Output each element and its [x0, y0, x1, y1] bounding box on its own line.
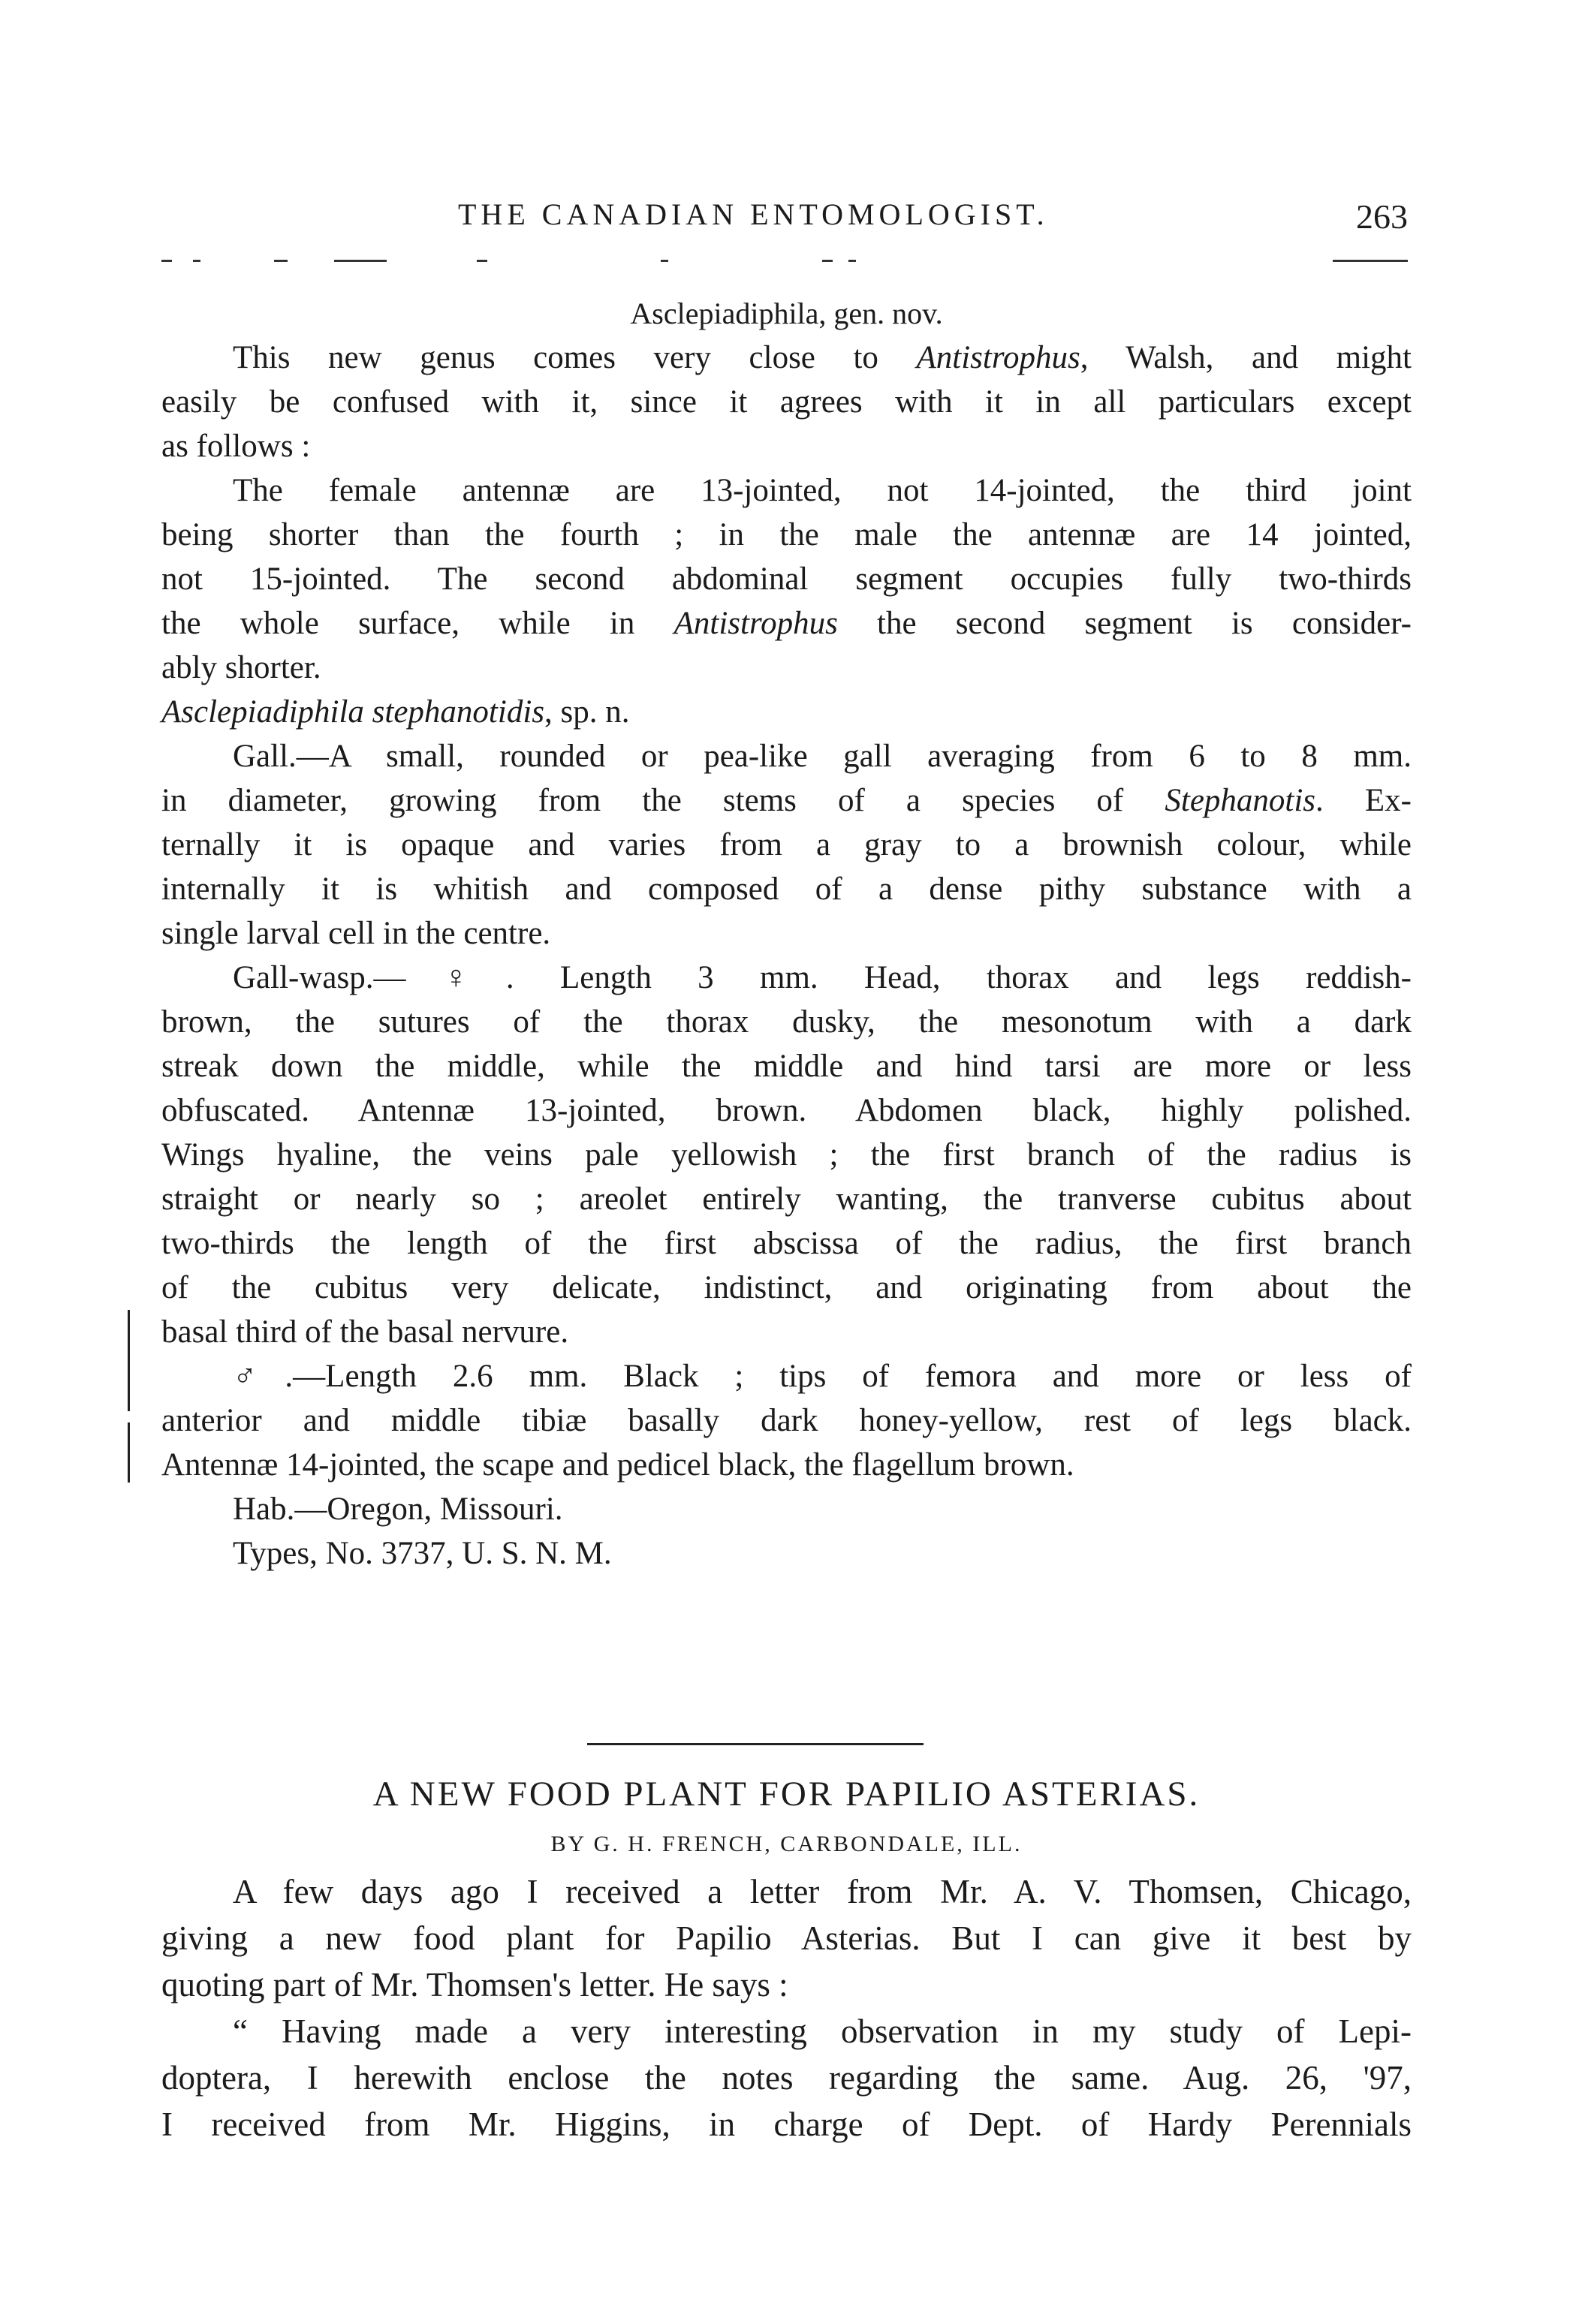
gall-line: single larval cell in the centre.	[161, 916, 551, 951]
female-line: brown, the sutures of the thorax dusky, the mesonotum with a dark	[161, 1004, 1412, 1040]
header-rule	[161, 260, 1408, 264]
page-header	[161, 197, 1408, 242]
article-line: giving a new food plant for Papilio Asterias. But I can give it best by	[161, 1919, 1412, 1957]
margin-mark	[128, 1422, 130, 1483]
article-body	[161, 1868, 1412, 2148]
page-number: 263	[1356, 197, 1408, 236]
female-line: straight or nearly so ; areolet entirely wanting, the tranverse cubitus about	[161, 1182, 1412, 1217]
female-line: of the cubitus very delicate, indistinct, and originating from about the	[161, 1270, 1412, 1305]
article-line: quoting part of Mr. Thomsen's letter. He says :	[161, 1966, 788, 2003]
types-line: Types, No. 3737, U. S. N. M.	[233, 1536, 612, 1571]
female-line: obfuscated. Antennæ 13-jointed, brown. Abdomen black, highly polished.	[161, 1093, 1412, 1128]
body-text	[161, 291, 1412, 1576]
margin-mark	[128, 1310, 130, 1411]
genus-heading: Asclepiadiphila, gen. nov.	[630, 297, 943, 330]
female-line: two-thirds the length of the first abscissa of the radius, the first branch	[161, 1226, 1412, 1261]
genus-line: This new genus comes very close to Antistrophus, Walsh, and might	[233, 340, 1412, 375]
gall-line: internally it is whitish and composed of a dense pithy substance with a	[161, 872, 1412, 907]
article-section	[161, 1768, 1412, 2148]
gall-line: in diameter, growing from the stems of a species of Stephanotis. Ex-	[161, 783, 1412, 818]
article-line: A few days ago I received a letter from Mr. A. V. Thomsen, Chicago,	[233, 1873, 1412, 1910]
male-line: anterior and middle tibiæ basally dark honey-yellow, rest of legs black.	[161, 1403, 1412, 1438]
female-line: Gall-wasp.—♀. Length 3 mm. Head, thorax and legs reddish-	[233, 960, 1412, 995]
article-line: doptera, I herewith enclose the notes regarding the same. Aug. 26, '97,	[161, 2059, 1412, 2097]
female-line: basal third of the basal nervure.	[161, 1314, 569, 1350]
female-line: streak down the middle, while the middle and hind tarsi are more or less	[161, 1049, 1412, 1084]
article-title: A NEW FOOD PLANT FOR PAPILIO ASTERIAS.	[372, 1775, 1201, 1814]
article-line: “ Having made a very interesting observation in my study of Lepi-	[233, 2012, 1412, 2050]
species-heading: Asclepiadiphila stephanotidis, sp. n.	[161, 694, 630, 730]
genus-line: ably shorter.	[161, 650, 321, 685]
male-line: ♂.—Length 2.6 mm. Black ; tips of femora and more or less of	[233, 1359, 1412, 1394]
gall-line: ternally it is opaque and varies from a gray to a brownish colour, while	[161, 827, 1412, 862]
article-line: I received from Mr. Higgins, in charge of Dept. of Hardy Perennials	[161, 2106, 1412, 2143]
section-divider	[587, 1743, 924, 1745]
genus-line: The female antennæ are 13-jointed, not 14-jointed, the third joint	[233, 473, 1412, 508]
female-line: Wings hyaline, the veins pale yellowish ; the first branch of the radius is	[161, 1137, 1412, 1173]
genus-line: easily be confused with it, since it agrees with it in all particulars except	[161, 384, 1412, 420]
genus-line: being shorter than the fourth ; in the male the antennæ are 14 jointed,	[161, 517, 1412, 552]
genus-line: not 15-jointed. The second abdominal segment occupies fully two-thirds	[161, 561, 1412, 597]
habitat-line: Hab.—Oregon, Missouri.	[233, 1492, 563, 1527]
genus-line: the whole surface, while in Antistrophus the second segment is consider-	[161, 606, 1412, 641]
running-title: THE CANADIAN ENTOMOLOGIST.	[458, 197, 1049, 231]
article-byline: BY G. H. FRENCH, CARBONDALE, ILL.	[550, 1832, 1023, 1856]
male-line: Antennæ 14-jointed, the scape and pedicel black, the flagellum brown.	[161, 1447, 1074, 1483]
gall-line: Gall.—A small, rounded or pea-like gall averaging from 6 to 8 mm.	[233, 739, 1412, 774]
genus-line: as follows :	[161, 429, 311, 464]
species-name: Asclepiadiphila stephanotidis	[161, 694, 544, 730]
